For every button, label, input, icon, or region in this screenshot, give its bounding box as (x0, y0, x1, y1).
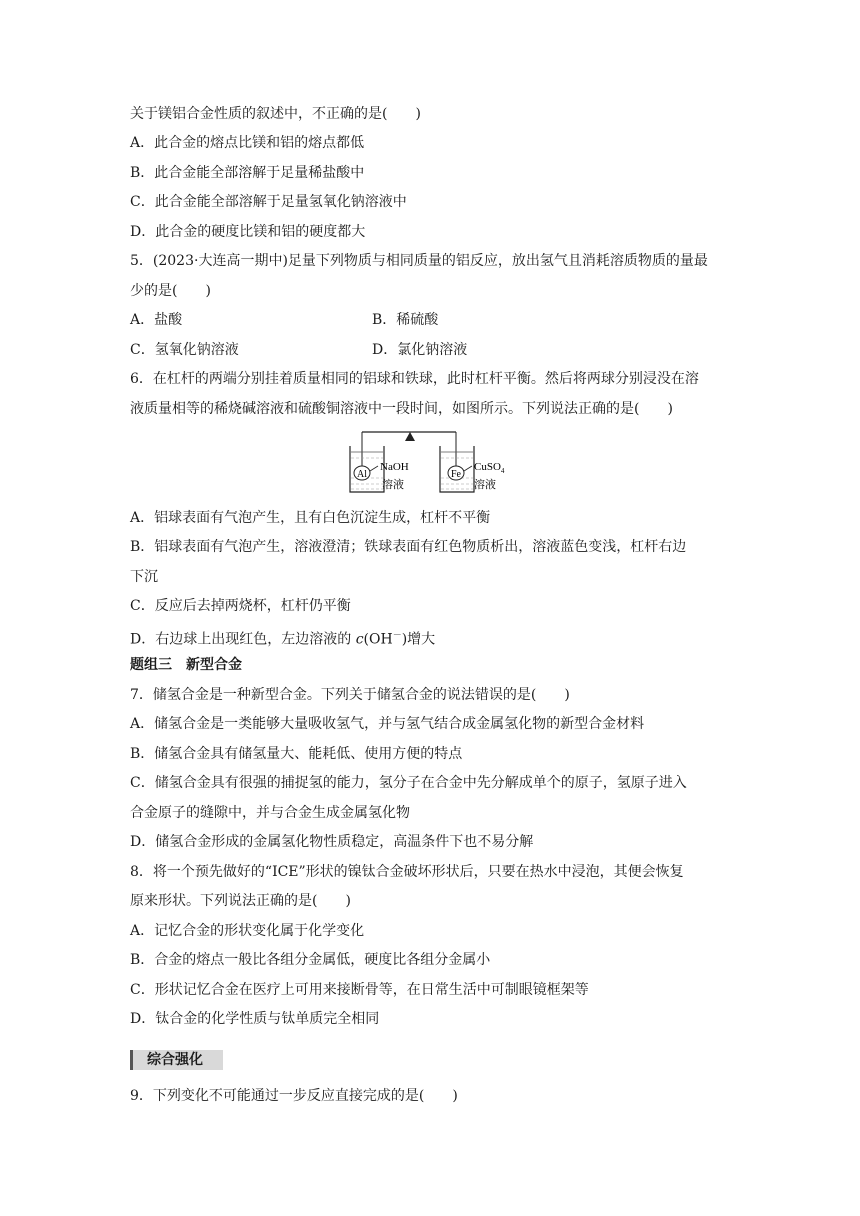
q7-option-d: D．储氢合金形成的金属氢化物性质稳定，高温条件下也不易分解 (130, 834, 534, 850)
fulcrum-icon (405, 432, 415, 441)
q7-stem: 7．储氢合金是一种新型合金。下列关于储氢合金的说法错误的是( ) (130, 687, 570, 703)
q4-option-a: A．此合金的熔点比镁和铝的熔点都低 (130, 135, 365, 151)
right-solution-formula: CuSO (474, 461, 501, 473)
q8-stem-line1: 8．将一个预先做好的“ICE”形状的镍钛合金破坏形状后，只要在热水中浸泡，其便会恢复 (130, 864, 684, 880)
right-solution-label-2: 溶液 (474, 479, 496, 491)
q6-stem-line1: 6．在杠杆的两端分别挂着质量相同的铝球和铁球，此时杠杆平衡。然后将两球分别浸没在溶 (130, 371, 699, 387)
q8-option-c: C．形状记忆合金在医疗上可用来接断骨等，在日常生活中可制眼镜框架等 (130, 982, 589, 998)
q4-option-c: C．此合金能全部溶解于足量氢氧化钠溶液中 (130, 194, 407, 210)
q8-stem-line2: 原来形状。下列说法正确的是( ) (130, 893, 351, 909)
q5-option-b: B．稀硫酸 (372, 312, 439, 328)
section-heading: 综合强化 (147, 1052, 203, 1068)
q5-stem-line2: 少的是( ) (130, 283, 211, 299)
q4-option-d: D．此合金的硬度比镁和铝的硬度都大 (130, 224, 366, 240)
q8-option-a: A．记忆合金的形状变化属于化学变化 (130, 923, 365, 939)
left-ball-label: Al (357, 469, 367, 480)
left-solution-label-2: 溶液 (382, 479, 404, 491)
section-heading-bar (130, 1050, 223, 1070)
q5-stem-line1: 5．(2023·大连高一期中)足量下列物质与相同质量的铝反应，放出氢气且消耗溶质物质的量最 (130, 253, 708, 269)
q4-option-b: B．此合金能全部溶解于足量稀盐酸中 (130, 165, 365, 181)
q5-option-d: D．氯化钠溶液 (372, 342, 468, 358)
q8-option-b: B．合金的熔点一般比各组分金属低，硬度比各组分金属小 (130, 952, 491, 968)
right-ball-label: Fe (451, 469, 461, 480)
q6-stem-line2: 液质量相等的稀烧碱溶液和硫酸铜溶液中一段时间，如图所示。下列说法正确的是( ) (130, 401, 673, 417)
q6-option-d-end: )增大 (401, 631, 436, 648)
q6-option-d-charge: － (392, 631, 402, 641)
q6-option-b-line1: B．铝球表面有气泡产生，溶液澄清；铁球表面有红色物质析出，溶液蓝色变浅，杠杆右边 (130, 539, 687, 555)
q7-option-b: B．储氢合金具有储氢量大、能耗低、使用方便的特点 (130, 746, 463, 762)
q7-option-c-line2: 合金原子的缝隙中，并与合金生成金属氢化物 (130, 805, 410, 821)
q8-option-d: D．钛合金的化学性质与钛单质完全相同 (130, 1011, 380, 1027)
group3-heading: 题组三 新型合金 (130, 657, 242, 673)
q6-option-d-var: c (355, 631, 364, 648)
q6-option-b-line2: 下沉 (130, 569, 158, 585)
left-solution-label: NaOH (380, 461, 409, 473)
right-solution-subscript: 4 (500, 467, 505, 475)
q6-option-d (130, 627, 435, 649)
right-solution-label (474, 461, 505, 475)
q9-stem: 9．下列变化不可能通过一步反应直接完成的是( ) (130, 1088, 458, 1104)
q7-option-a: A．储氢合金是一类能够大量吸收氢气，并与氢气结合成金属氢化物的新型合金材料 (130, 716, 645, 732)
q5-option-a: A．盐酸 (130, 312, 183, 328)
lever-beaker-figure (344, 426, 520, 498)
q6-option-d-ion: (OH (363, 631, 393, 648)
q4-stem: 关于镁铝合金性质的叙述中，不正确的是( ) (130, 106, 421, 122)
q6-option-c: C．反应后去掉两烧杯，杠杆仍平衡 (130, 598, 351, 614)
q6-option-d-text: D．右边球上出现红色，左边溶液的 (130, 631, 356, 648)
q5-option-c: C．氢氧化钠溶液 (130, 342, 239, 358)
q6-option-a: A．铝球表面有气泡产生，且有白色沉淀生成，杠杆不平衡 (130, 510, 491, 526)
q7-option-c-line1: C．储氢合金具有很强的捕捉氢的能力，氢分子在合金中先分解成单个的原子，氢原子进入 (130, 775, 687, 791)
